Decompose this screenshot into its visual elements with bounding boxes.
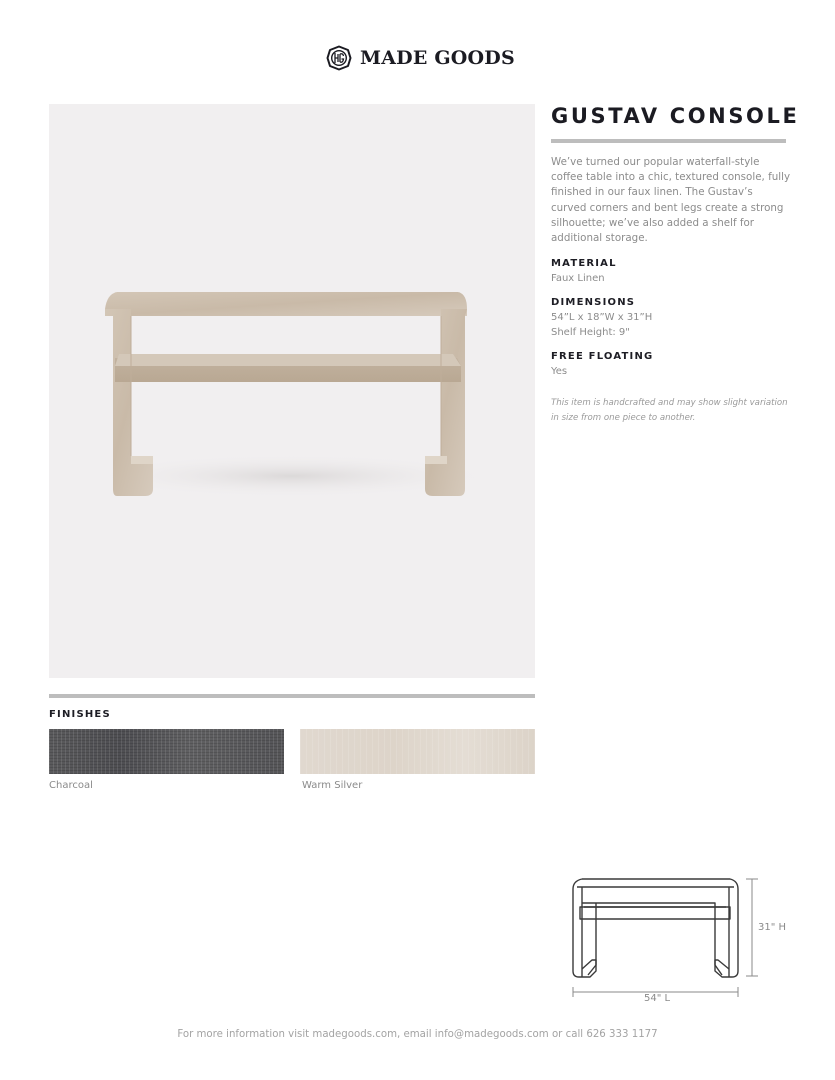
brand-name: MADE GOODS <box>360 46 515 69</box>
product-photo <box>49 104 535 678</box>
diagram-length-label: 54" L <box>644 993 671 1004</box>
diagram-height-label: 31" H <box>758 922 787 933</box>
made-goods-monogram-icon <box>326 45 352 71</box>
spec-dimensions-label: DIMENSIONS <box>551 297 636 308</box>
spec-material-value: Faux Linen <box>551 273 605 284</box>
spec-material-label: MATERIAL <box>551 258 617 269</box>
dimension-diagram <box>560 865 800 1015</box>
spec-shelf-height-value: Shelf Height: 9" <box>551 327 630 338</box>
spec-free-floating-value: Yes <box>551 366 568 377</box>
product-description: We’ve turned our popular waterfall-style coffee table into a chic, textured console, fully finished in our faux linen. The Gustav’s curved corners and bent legs create a strong silhouette; we’ve also added a shelf for additional storage. <box>551 156 791 245</box>
brand-logo <box>326 44 515 72</box>
finish-swatch-charcoal <box>49 729 284 774</box>
finishes-heading: FINISHES <box>49 709 111 720</box>
product-title: GUSTAV CONSOLE <box>551 104 800 128</box>
spec-free-floating-label: FREE FLOATING <box>551 351 654 362</box>
console-illustration <box>49 104 535 678</box>
section-divider <box>49 694 535 698</box>
handcrafted-note: This item is handcrafted and may show slight variation in size from one piece to another. <box>551 398 788 423</box>
finish-swatch-warm-silver <box>300 729 535 774</box>
spec-dimensions-value: 54”L x 18”W x 31”H <box>551 312 653 323</box>
finish-label-warm-silver: Warm Silver <box>302 780 363 791</box>
finish-label-charcoal: Charcoal <box>49 780 93 791</box>
title-divider <box>551 139 786 143</box>
footer-contact: For more information visit madegoods.com, email info@madegoods.com or call 626 333 1177 <box>177 1029 658 1040</box>
